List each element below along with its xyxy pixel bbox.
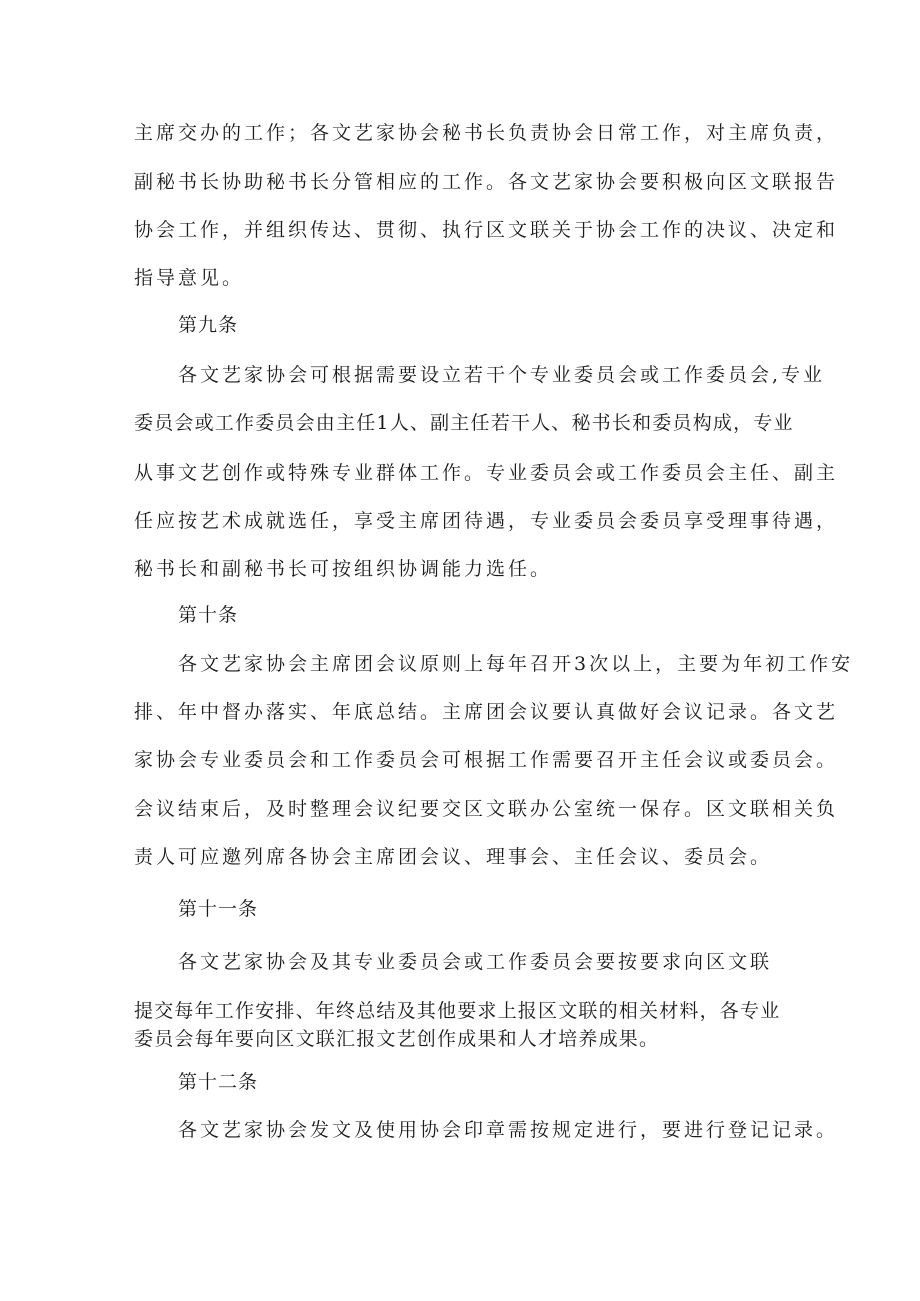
text-line: 秘书长和副秘书长可按组织协调能力选任。 <box>134 558 553 580</box>
text-line: 任应按艺术成就选任，享受主席团待遇，专业委员会委员享受理事待遇， <box>134 510 839 532</box>
text-line: 从事文艺创作或特殊专业群体工作。专业委员会或工作委员会主任、副主 <box>134 462 839 484</box>
article-heading: 第十二条 <box>178 1071 259 1093</box>
article-heading: 第十一条 <box>178 898 259 920</box>
text-line: 家协会专业委员会和工作委员会可根据工作需要召开主任会议或委员会。 <box>134 749 839 771</box>
text-line: 各文艺家协会可根据需要设立若干个专业委员会或工作委员会,专业 <box>178 364 826 386</box>
text-line: 提交每年工作安排、年终总结及其他要求上报区文联的相关材料，各专业 <box>134 1000 781 1022</box>
article-heading: 第九条 <box>178 314 239 336</box>
text-line: 主席交办的工作；各文艺家协会秘书长负责协会日常工作，对主席负责， <box>134 122 839 144</box>
text-line: 副秘书长协助秘书长分管相应的工作。各文艺家协会要积极向区文联报告 <box>134 171 839 193</box>
text-line: 委员会或工作委员会由主任1人、副主任若干人、秘书长和委员构成，专业 <box>134 412 794 434</box>
article-heading: 第十条 <box>178 604 239 626</box>
text-line: 会议结束后，及时整理会议纪要交区文联办公室统一保存。区文联相关负 <box>134 798 839 820</box>
text-line: 各文艺家协会及其专业委员会或工作委员会要按要求向区文联 <box>178 951 773 973</box>
text-line: 各文艺家协会主席团会议原则上每年召开3次以上，主要为年初工作安 <box>178 653 854 675</box>
text-line: 指导意见。 <box>134 267 245 289</box>
text-line: 责人可应邀列席各协会主席团会议、理事会、主任会议、委员会。 <box>134 846 773 868</box>
text-line: 委员会每年要向区文联汇报文艺创作成果和人才培养成果。 <box>134 1028 660 1050</box>
text-line: 协会工作，并组织传达、贯彻、执行区文联关于协会工作的决议、决定和 <box>134 219 839 241</box>
text-line: 排、年中督办落实、年底总结。主席团会议要认真做好会议记录。各文艺 <box>134 701 839 723</box>
text-line: 各文艺家协会发文及使用协会印章需按规定进行，要进行登记记录。 <box>178 1119 839 1141</box>
